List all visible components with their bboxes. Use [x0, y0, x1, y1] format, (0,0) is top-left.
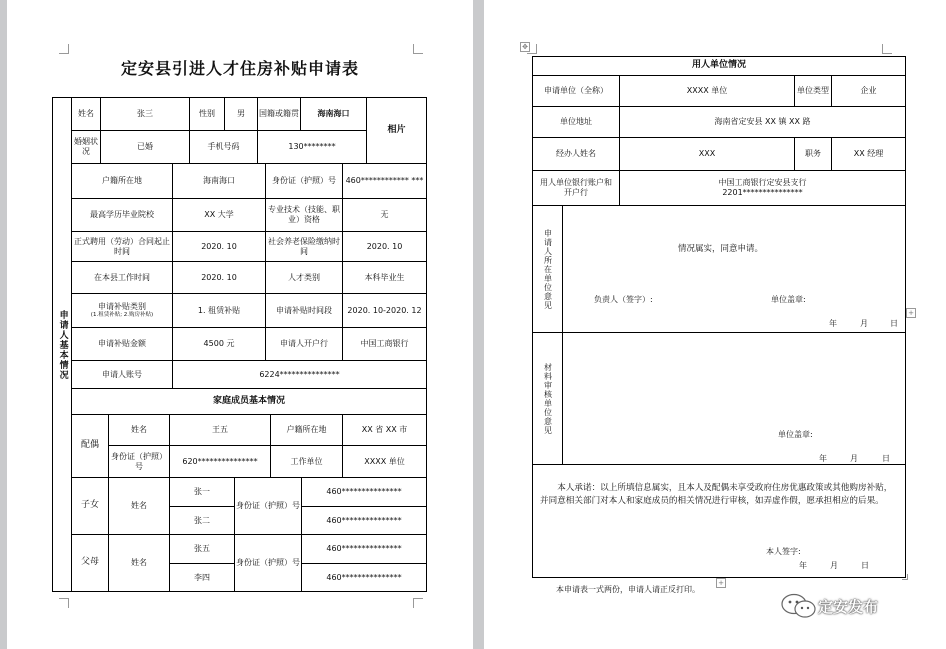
contract-value[interactable]: 2020. 10 — [172, 231, 266, 262]
unit-name-label: 申请单位（全称） — [532, 75, 620, 107]
unit-type-value[interactable]: 企业 — [831, 75, 906, 107]
spouse-name-label: 姓名 — [108, 414, 170, 446]
applicant-sign-label: 本人签字: — [766, 547, 801, 556]
unit-bank-value[interactable] — [619, 170, 906, 206]
left-page — [7, 0, 473, 649]
corner-mark — [413, 598, 423, 608]
applicant-section-label: 申请人基本情况 — [52, 97, 72, 592]
unit-bank-line2: 2201*************** — [722, 188, 803, 197]
edu-value[interactable]: XX 大学 — [172, 198, 266, 232]
account-label: 申请人账号 — [71, 360, 173, 389]
subsidy-type-label: 申请补贴类别 — [98, 302, 146, 312]
handler-label: 经办人姓名 — [532, 137, 620, 171]
parents-name-label: 姓名 — [108, 534, 170, 592]
pledge-year: 年 — [799, 561, 807, 570]
contract-label: 正式聘用（劳动）合同起止时间 — [71, 231, 173, 262]
work-label: 在本县工作时间 — [71, 261, 173, 294]
unit-opinion-label: 申请人所在单位意见 — [532, 205, 563, 333]
review-day: 日 — [882, 454, 890, 463]
bank-label: 申请人开户行 — [265, 327, 343, 361]
post-value[interactable]: XX 经理 — [831, 137, 906, 171]
phone-value[interactable]: 130******** — [257, 130, 367, 164]
hukou-value[interactable]: 海南海口 — [172, 163, 266, 199]
resize-handle-icon[interactable] — [902, 574, 908, 580]
right-page — [484, 0, 946, 649]
review-year: 年 — [819, 454, 827, 463]
spouse-hukou-label: 户籍所在地 — [270, 414, 343, 446]
add-row-icon[interactable]: + — [716, 578, 726, 588]
parents-id-label: 身份证（护照）号 — [234, 534, 302, 592]
child1-name[interactable]: 张一 — [169, 477, 235, 507]
review-month: 月 — [850, 454, 858, 463]
unit-address-label: 单位地址 — [532, 106, 620, 138]
period-value[interactable]: 2020. 10-2020. 12 — [342, 293, 427, 328]
gender-value[interactable]: 男 — [224, 97, 258, 131]
corner-mark — [59, 598, 69, 608]
marital-value[interactable]: 已婚 — [100, 130, 190, 164]
review-opinion-label: 材料审核单位意见 — [532, 332, 563, 465]
spouse-work-label: 工作单位 — [270, 445, 343, 478]
post-label: 职务 — [794, 137, 832, 171]
parent1-name[interactable]: 张五 — [169, 534, 235, 564]
add-column-icon[interactable]: + — [906, 308, 916, 318]
spouse-name-value[interactable]: 王五 — [169, 414, 271, 446]
talent-label: 人才类别 — [265, 261, 343, 294]
opinion-month: 月 — [860, 319, 868, 328]
family-section-title: 家庭成员基本情况 — [71, 388, 427, 415]
unit-address-value[interactable]: 海南省定安县 XX 镇 XX 路 — [619, 106, 906, 138]
pledge-text: 本人承诺：以上所填信息属实，且本人及配偶未享受政府住房优惠政策或其他购房补贴，并同意相关部门对本人和家庭成员的相关情况进行审核，如弄虚作假，愿承担相应的后果。 — [540, 483, 893, 507]
unit-type-label: 单位类型 — [794, 75, 832, 107]
parent1-id[interactable]: 460*************** — [301, 534, 427, 564]
phone-label: 手机号码 — [189, 130, 258, 164]
social-value[interactable]: 2020. 10 — [342, 231, 427, 262]
id-value[interactable]: 460************ *** — [342, 163, 427, 199]
child2-name[interactable]: 张二 — [169, 506, 235, 535]
responsible-sign-label: 负责人（签字）: — [594, 295, 653, 304]
name-value[interactable]: 张三 — [100, 97, 190, 131]
corner-mark — [882, 44, 892, 54]
bank-value[interactable]: 中国工商银行 — [342, 327, 427, 361]
unit-seal-label: 单位盖章: — [771, 295, 806, 304]
spouse-hukou-value[interactable]: XX 省 XX 市 — [342, 414, 427, 446]
children-id-label: 身份证（护照）号 — [234, 477, 302, 535]
review-opinion-area[interactable] — [562, 332, 906, 465]
unit-name-value[interactable]: XXXX 单位 — [619, 75, 795, 107]
period-label: 申请补贴时间段 — [265, 293, 343, 328]
edu-label: 最高学历毕业院校 — [71, 198, 173, 232]
social-label: 社会养老保险缴纳时间 — [265, 231, 343, 262]
spouse-label: 配偶 — [71, 414, 109, 478]
pledge-day: 日 — [861, 561, 869, 570]
form-title: 定安县引进人才住房补贴申请表 — [120, 59, 359, 78]
amount-value[interactable]: 4500 元 — [172, 327, 266, 361]
opinion-year: 年 — [829, 319, 837, 328]
unit-section-title: 用人单位情况 — [532, 56, 906, 76]
child2-id[interactable]: 460*************** — [301, 506, 427, 535]
parents-label: 父母 — [71, 534, 109, 592]
marital-label: 婚姻状况 — [71, 130, 101, 164]
photo-box[interactable]: 相片 — [366, 97, 427, 164]
review-seal-label: 单位盖章: — [778, 430, 813, 439]
wechat-icon — [780, 592, 818, 620]
unit-opinion-text: 情况属实，同意申请。 — [678, 244, 764, 254]
parent2-id[interactable]: 460*************** — [301, 563, 427, 592]
account-value[interactable]: 6224*************** — [172, 360, 427, 389]
spouse-id-label: 身份证（护照）号 — [108, 445, 170, 478]
corner-mark — [59, 44, 69, 54]
watermark-text: 定安发布 — [818, 597, 879, 616]
corner-mark — [413, 44, 423, 54]
subsidy-type-value[interactable]: 1. 租赁补贴 — [172, 293, 266, 328]
spouse-work-value[interactable]: XXXX 单位 — [342, 445, 427, 478]
unit-bank-label: 用人单位银行账户和开户行 — [532, 170, 620, 206]
qual-value[interactable]: 无 — [342, 198, 427, 232]
move-handle-icon[interactable]: ✥ — [520, 42, 530, 52]
hukou-label: 户籍所在地 — [71, 163, 173, 199]
pledge-month: 月 — [830, 561, 838, 570]
spouse-id-value[interactable]: 620*************** — [169, 445, 271, 478]
child1-id[interactable]: 460*************** — [301, 477, 427, 507]
name-label: 姓名 — [71, 97, 101, 131]
parent2-name[interactable]: 李四 — [169, 563, 235, 592]
id-label: 身份证（护照）号 — [265, 163, 343, 199]
unit-bank-line1: 中国工商银行定安县支行 — [718, 178, 807, 187]
children-label: 子女 — [71, 477, 109, 535]
opinion-day: 日 — [890, 319, 898, 328]
unit-opinion-area[interactable] — [562, 205, 906, 333]
nationality-value[interactable]: 海南海口 — [300, 97, 367, 131]
qual-label: 专业技术（技能、职业）资格 — [265, 198, 343, 232]
handler-value[interactable]: XXX — [619, 137, 795, 171]
footnote: 本申请表一式两份，申请人请正反打印。 — [556, 585, 700, 594]
subsidy-type-cell — [71, 293, 173, 328]
talent-value[interactable]: 本科毕业生 — [342, 261, 427, 294]
wechat-watermark — [780, 592, 878, 620]
nationality-label: 国籍或籍贯 — [257, 97, 301, 131]
amount-label: 申请补贴金额 — [71, 327, 173, 361]
children-name-label: 姓名 — [108, 477, 170, 535]
gender-label: 性别 — [189, 97, 225, 131]
work-value[interactable]: 2020. 10 — [172, 261, 266, 294]
subsidy-type-note: (1.租赁补贴; 2.购房补贴) — [90, 312, 154, 319]
